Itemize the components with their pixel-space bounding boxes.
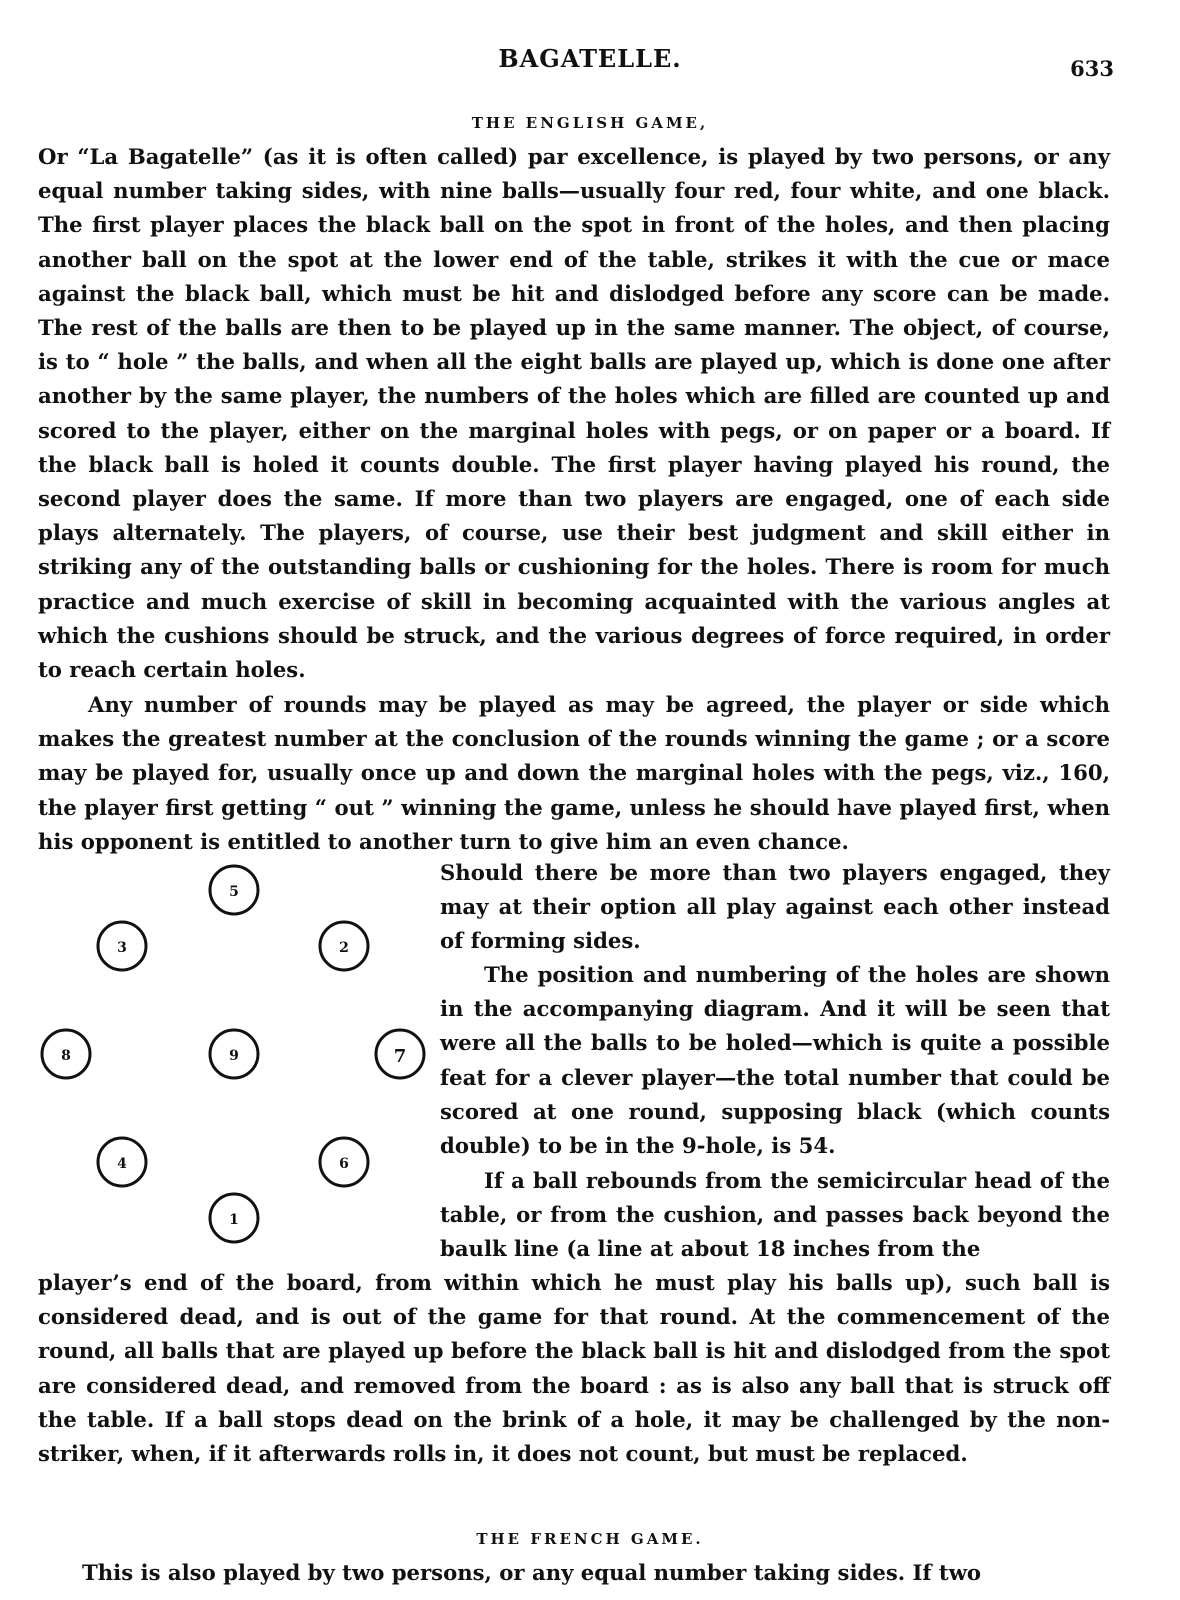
hole-9 xyxy=(210,1030,258,1078)
hole-7 xyxy=(376,1030,424,1078)
running-head: BAGATELLE. xyxy=(498,44,682,73)
section-heading-french-game: THE FRENCH GAME. xyxy=(476,1530,704,1548)
hole-label-5: 5 xyxy=(229,884,239,900)
hole-label-3: 3 xyxy=(117,940,127,956)
hole-1 xyxy=(210,1194,258,1242)
hole-label-9: 9 xyxy=(229,1048,239,1064)
hole-8 xyxy=(42,1030,90,1078)
paragraph-french-game: This is also played by two persons, or any equal number taking sides. If two xyxy=(82,1560,982,1585)
hole-2 xyxy=(320,922,368,970)
page-number: 633 xyxy=(1070,56,1114,81)
paragraph-english-rules: Or “La Bagatelle” (as it is often called) par excellence, is played by two persons, or any equal number taking sides, with nine balls—usually four red, four white, and one black. The first player places the black ball on the spot in front of the holes, and then placing another ball on the spot at the lower end of the table, strikes it with the cue or mace against the black ball, which must be hit and dislodged before any score can be made. The rest of the balls are then to be played up in the same manner. The object, of course, is to “ hole ” the balls, and when all the eight balls are played up, which is done one after another by the same player, the numbers of the holes which are filled are counted up and scored to the player, either on the marginal holes with pegs, or on paper or a board. If the black ball is holed it counts double. The first player having played his round, the second player does the same. If more than two players are engaged, one of each side plays alternately. The players, of course, use their best judgment and skill either in striking any of the outstanding balls or cushioning for the holes. There is room for much practice and much exercise of skill in becoming acquainted with the various angles at which the cushions should be struck, and the various degrees of force required, in order to reach certain holes. xyxy=(38,144,1110,683)
hole-6 xyxy=(320,1138,368,1186)
hole-label-8: 8 xyxy=(61,1048,71,1064)
paragraph-dead-balls: player’s end of the board, from within which he must play his balls up), such ball is considered dead, and is out of the game for that round. At the commencement of the round, all balls that are played up before the black ball is hit and dislodged from the spot are considered dead, and removed from the board : as is also any ball that is struck off the table. If a ball stops dead on the brink of a hole, it may be challenged by the non-striker, when, if it afterwards rolls in, it does not count, but must be replaced. xyxy=(38,1270,1110,1467)
hole-label-1: 1 xyxy=(229,1212,239,1228)
hole-label-6: 6 xyxy=(339,1156,349,1172)
hole-label-2: 2 xyxy=(339,940,349,956)
hole-label-7: 7 xyxy=(393,1046,407,1067)
section-heading-english-game: THE ENGLISH GAME, xyxy=(471,114,709,132)
hole-3 xyxy=(98,922,146,970)
hole-label-4: 4 xyxy=(117,1156,127,1172)
paragraph-hole-numbering: The position and numbering of the holes are shown in the accompanying diagram. And it will be seen that were all the balls to be holed—which is quite a possible feat for a clever player—the total number that could be scored at one round, supposing black (which counts double) to be in the 9-hole, is 54. xyxy=(440,962,1110,1159)
paragraph-more-players: Should there be more than two players engaged, they may at their option all play against each other instead of forming sides. xyxy=(440,860,1110,954)
paragraph-rebound-start: If a ball rebounds from the semicircular head of the table, or from the cushion, and passes back beyond the baulk line (a line at about 18 inches from the xyxy=(440,1168,1110,1262)
holes-diagram xyxy=(30,850,430,1270)
hole-5 xyxy=(210,866,258,914)
paragraph-rounds: Any number of rounds may be played as may be agreed, the player or side which makes the greatest number at the conclusion of the rounds winning the game ; or a score may be played for, usually once up and down the marginal holes with the pegs, viz., 160, the player first getting “ out ” winning the game, unless he should have played first, when his opponent is entitled to another turn to give him an even chance. xyxy=(38,692,1110,854)
hole-4 xyxy=(98,1138,146,1186)
